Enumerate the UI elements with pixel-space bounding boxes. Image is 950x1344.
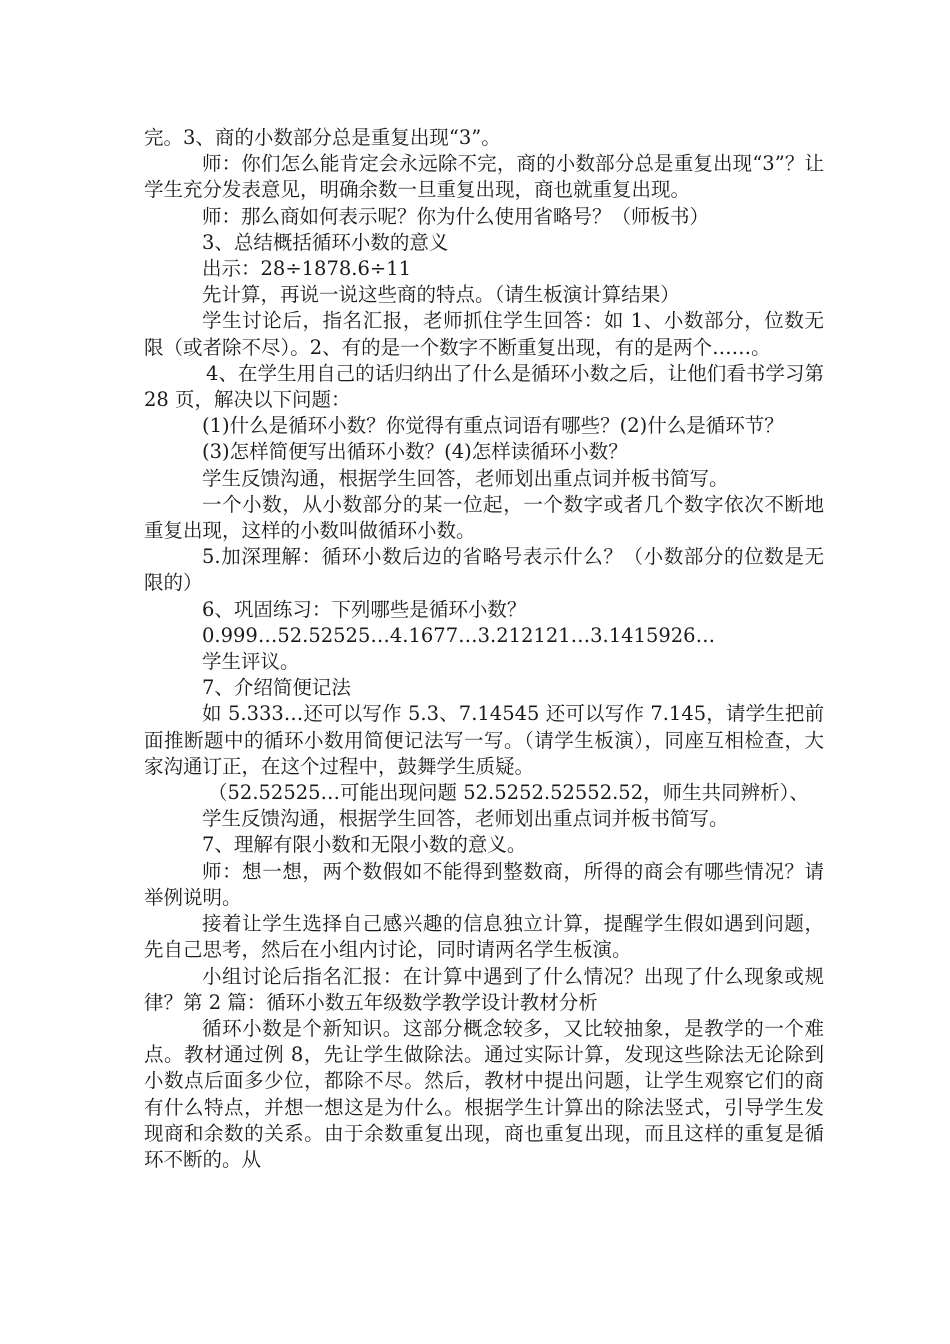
paragraph: 学生评议。 xyxy=(202,650,300,674)
paragraph: 完。3、商的小数部分总是重复出现“3”。 xyxy=(144,126,501,149)
paragraph: 师：你们怎么能肯定会永远除不完，商的小数部分总是重复出现“3”？让学生充分发表意见，明确余数一旦重复出现，商也就重复出现。 xyxy=(144,152,824,202)
paragraph: 5.加深理解：循环小数后边的省略号表示什么？（小数部分的位数是无限的） xyxy=(144,545,824,595)
paragraph: (1)什么是循环小数？你觉得有重点词语有哪些？(2)什么是循环节？ xyxy=(202,414,784,438)
number-list: 0.999…52.52525…4.1677…3.212121…3.1415926… xyxy=(202,623,716,647)
paragraph: 师：那么商如何表示呢？你为什么使用省略号？（师板书） xyxy=(202,204,710,228)
section-heading: 7、理解有限小数和无限小数的意义。 xyxy=(202,833,527,857)
paragraph: 先计算，再说一说这些商的特点。（请生板演计算结果） xyxy=(202,283,680,307)
paragraph: 学生反馈沟通，根据学生回答，老师划出重点词并板书简写。 xyxy=(202,807,729,831)
paragraph: 学生反馈沟通，根据学生回答，老师划出重点词并板书简写。 xyxy=(202,466,729,490)
paragraph: 循环小数是个新知识。这部分概念较多，又比较抽象，是教学的一个难点。教材通过例 8，先让学生做除法。通过实际计算，发现这些除法无论除到小数点后面多少位，都除不尽。然后，教材中提出问题，让学生观察它们的商有什么特点，并想一想这是为什么。根据学生计算出的除法竖式，引导学生发现商和余数的关系。由于余数重复出现，商也重复出现，而且这样的重复是循环不断的。从 xyxy=(144,1016,824,1171)
paragraph: 出示：28÷1878.6÷11 xyxy=(202,257,412,281)
section-heading: 3、总结概括循环小数的意义 xyxy=(202,230,449,254)
document-body xyxy=(144,125,831,1173)
section-heading: 7、介绍简便记法 xyxy=(202,676,351,700)
paragraph: 接着让学生选择自己感兴趣的信息独立计算，提醒学生假如遇到问题，先自己思考，然后在小组内讨论，同时请两名学生板演。 xyxy=(144,912,824,962)
paragraph: 如 5.333…还可以写作 5.3、7.14545 还可以写作 7.145，请学生把前面推断题中的循环小数用简便记法写一写。（请学生板演），同座互相检查，大家沟通订正，在这个过程中，鼓舞学生质疑。 xyxy=(144,702,824,778)
paragraph: 师：想一想，两个数假如不能得到整数商，所得的商会有哪些情况？请举例说明。 xyxy=(144,859,824,909)
definition-paragraph: 一个小数，从小数部分的某一位起，一个数字或者几个数字依次不断地重复出现，这样的小数叫做循环小数。 xyxy=(144,492,824,543)
paragraph: 学生讨论后，指名汇报，老师抓住学生回答：如 1、小数部分，位数无限（或者除不尽）。2、有的是一个数字不断重复出现，有的是两个……。 xyxy=(144,309,824,359)
paragraph: 4、在学生用自己的话归纳出了什么是循环小数之后，让他们看书学习第 28 页，解决以下问题： xyxy=(144,361,831,412)
paragraph: (3)怎样简便写出循环小数？(4)怎样读循环小数？ xyxy=(202,440,628,464)
section-heading: 6、巩固练习：下列哪些是循环小数？ xyxy=(202,597,527,621)
paragraph: 小组讨论后指名汇报：在计算中遇到了什么情况？出现了什么现象或规律？第 2 篇：循环小数五年级数学教学设计教材分析 xyxy=(144,964,824,1014)
paragraph: （52.52525…可能出现问题 52.5252.52552.52，师生共同辨析）、 xyxy=(208,781,809,805)
